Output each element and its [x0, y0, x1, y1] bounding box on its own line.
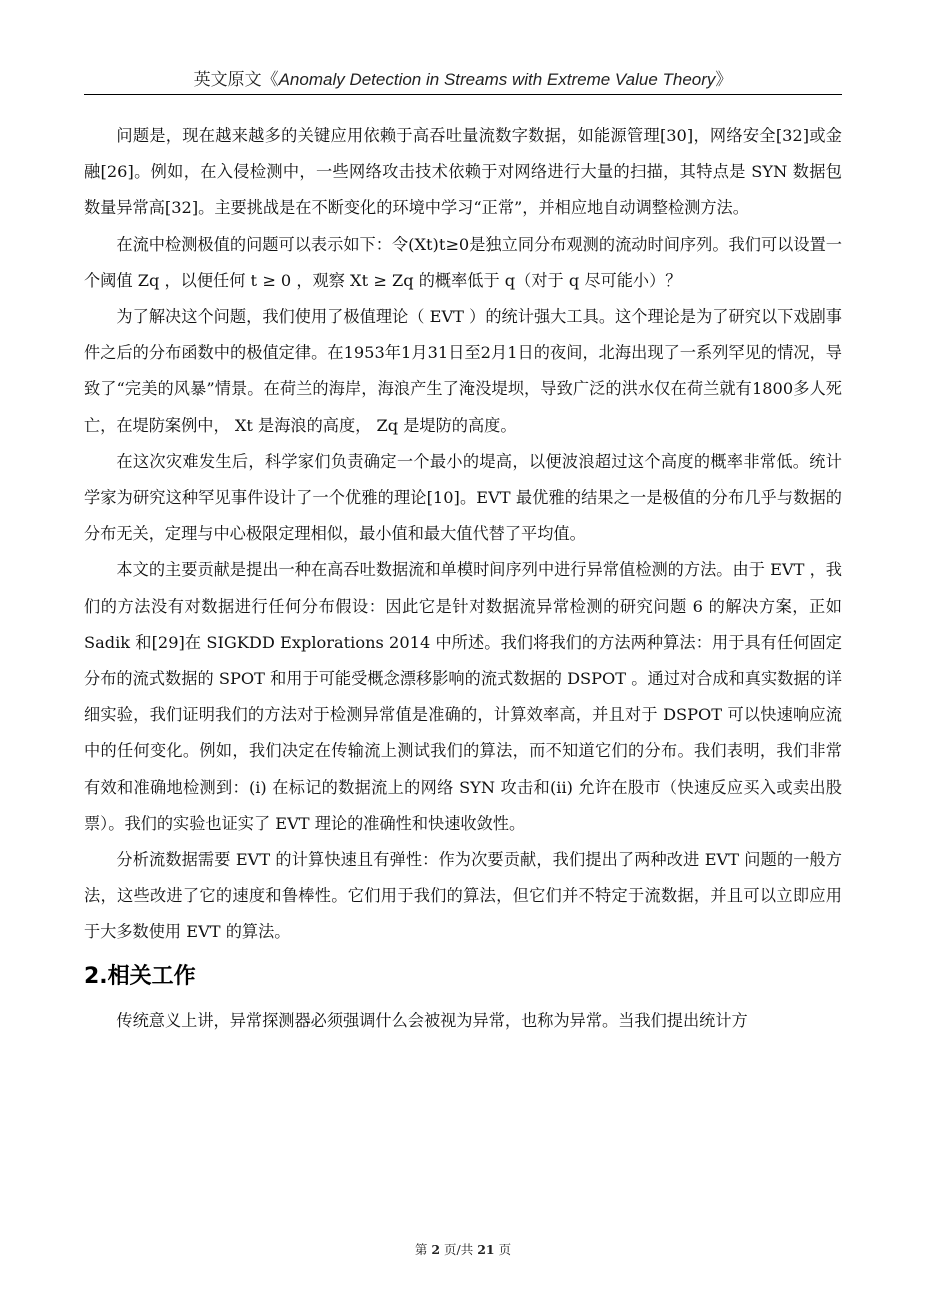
paragraph-3: 为了解决这个问题，我们使用了极值理论（ EVT ）的统计强大工具。这个理论是为了研究以下戏剧事件之后的分布函数中的极值定律。在1953年1月31日至2月1日的夜间，北海出现了一系列罕见的情况，导致了“完美的风暴”情景。在荷兰的海岸，海浪产生了淹没堤坝，导致广泛的洪水仅在荷兰就有1800多人死亡，在堤防案例中， Xt 是海浪的高度， Zq 是堤防的高度。 [84, 307, 842, 435]
footer-page-number: 2 [431, 1242, 441, 1257]
page-footer [0, 1240, 926, 1258]
footer-suffix: 页 [494, 1242, 512, 1257]
header-paper-title: Anomaly Detection in Streams with Extreme Value Theory [278, 70, 716, 89]
body-text [84, 118, 842, 1039]
footer-prefix: 第 [414, 1242, 432, 1257]
paragraph-2: 在流中检测极值的问题可以表示如下：令(Xt)t≥0是独立同分布观测的流动时间序列。我们可以设置一个阈值 Zq ，以便任何 t ≥ 0 ，观察 Xt ≥ Zq 的概率低于 q（对于 q 尽可能小）？ [84, 234, 842, 290]
running-header [84, 70, 842, 90]
header-suffix: 》 [715, 70, 733, 90]
footer-mid: 页/共 [440, 1242, 478, 1257]
paragraph-5: 本文的主要贡献是提出一种在高吞吐数据流和单模时间序列中进行异常值检测的方法。由于 EVT ，我们的方法没有对数据进行任何分布假设：因此它是针对数据流异常检测的研究问题 6 的解决方案，正如 Sadik 和[29]在 SIGKDD Explorations 2014 中所述。我们将我们的方法两种算法：用于具有任何固定分布的流式数据的 SPOT 和用于可能受概念漂移影响的流式数据的 DSPOT 。通过对合成和真实数据的详细实验，我们证明我们的方法对于检测异常值是准确的，计算效率高，并且对于 DSPOT 可以快速响应流中的任何变化。例如，我们决定在传输流上测试我们的算法，而不知道它们的分布。我们表明，我们非常有效和准确地检测到：(i) 在标记的数据流上的网络 SYN 攻击和(ii) 允许在股市（快速反应买入或卖出股票）。我们的实验也证实了 EVT 理论的准确性和快速收敛性。 [84, 560, 842, 833]
header-prefix: 英文原文《 [193, 70, 279, 90]
footer-total-pages: 21 [477, 1242, 495, 1257]
section-heading: 2.相关工作 [84, 963, 196, 989]
paragraph-4: 在这次灾难发生后，科学家们负责确定一个最小的堤高，以便波浪超过这个高度的概率非常低。统计学家为研究这种罕见事件设计了一个优雅的理论[10]。EVT 最优雅的结果之一是极值的分布几乎与数据的分布无关，定理与中心极限定理相似，最小值和最大值代替了平均值。 [84, 451, 842, 544]
header-rule [84, 94, 842, 95]
paragraph-7: 传统意义上讲，异常探测器必须强调什么会被视为异常，也称为异常。当我们提出统计方 [116, 1010, 748, 1030]
paragraph-6: 分析流数据需要 EVT 的计算快速且有弹性：作为次要贡献，我们提出了两种改进 EVT 问题的一般方法，这些改进了它的速度和鲁棒性。它们用于我们的算法，但它们并不特定于流数据，并且可以立即应用于大多数使用 EVT 的算法。 [84, 850, 842, 942]
paragraph-1: 问题是，现在越来越多的关键应用依赖于高吞吐量流数字数据，如能源管理[30]，网络安全[32]或金融[26]。例如，在入侵检测中，一些网络攻击技术依赖于对网络进行大量的扫描，其特点是 SYN 数据包数量异常高[32]。主要挑战是在不断变化的环境中学习“正常”，并相应地自动调整检测方法。 [84, 126, 842, 218]
